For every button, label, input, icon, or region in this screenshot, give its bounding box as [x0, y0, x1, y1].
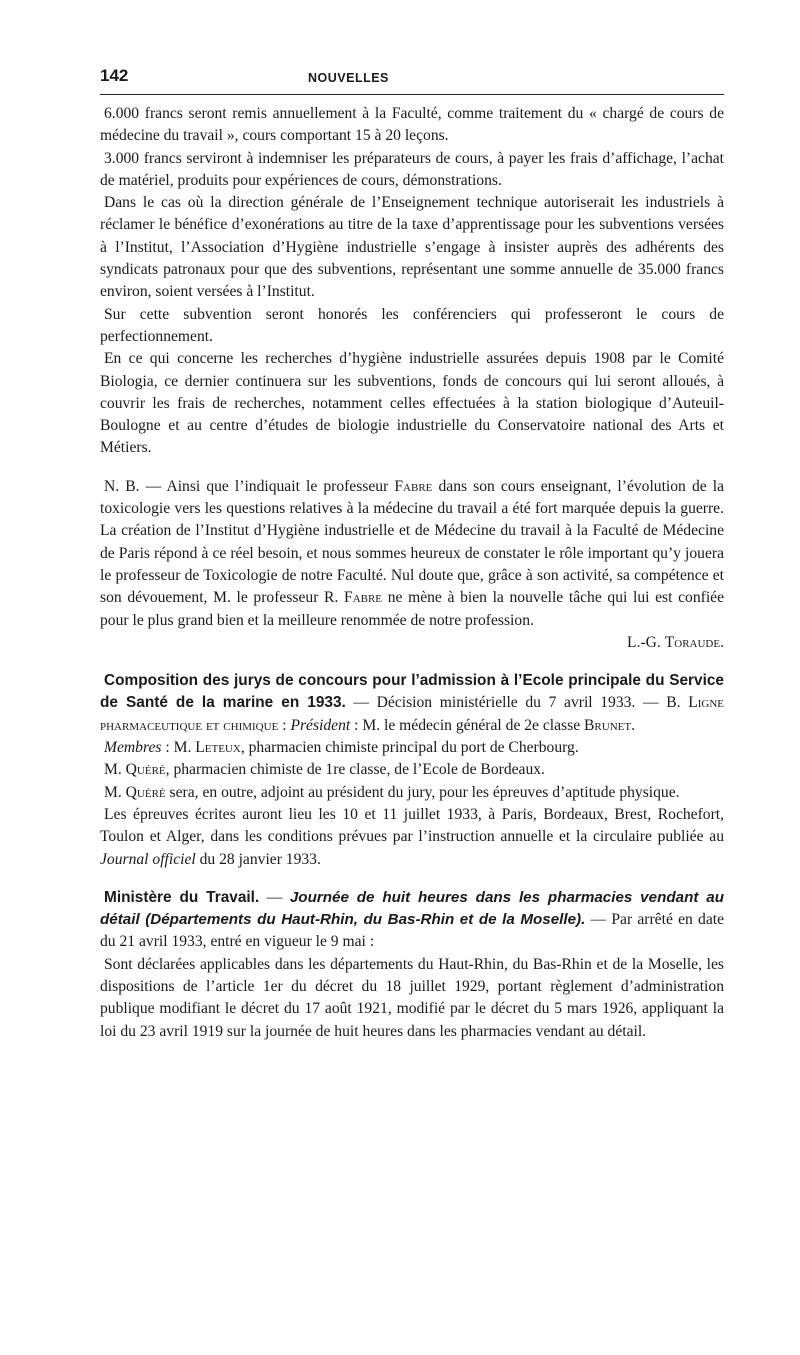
- colon: :: [278, 716, 291, 734]
- m-prefix: M.: [104, 761, 126, 779]
- ligne-label: Ligne pharmaceutique et chimique: [100, 694, 724, 734]
- membres-text: , pharmacien chimiste principal du port de Cherbourg.: [240, 739, 579, 757]
- section-heading: Ministère du Travail.: [104, 888, 260, 906]
- nb-text: ne mène à bien la nouvelle tâche qui lui est confiée pour le plus grand bien et la meilleure renommée de notre profession.: [100, 589, 724, 629]
- journal-title: Journal officiel: [100, 850, 196, 868]
- page: [100, 58, 724, 1043]
- nb-text: dans son cours enseignant, l’évolution de la toxicologie vers les questions relatives à la médecine du travail a été fort marquée depuis la guerre. La création de l’Institut d’Hygiène industrielle et de Médecine du travail à la Faculté de Médecine de Paris répond à ce réel besoin, et nous sommes heureux de constater le rôle important qu’y jouera le professeur de Toxicologie de notre Faculté. Nul doute que, grâce à son activité, sa compétence et son dévouement, M. le professeur R.: [100, 477, 725, 607]
- president-text: : M. le médecin général de 2e classe: [350, 716, 585, 734]
- president-label: Président: [290, 716, 351, 734]
- adjoint-text: sera, en outre, adjoint au président du jury, pour les épreuves d’aptitude physique.: [165, 783, 680, 801]
- section-subheading: Journée de huit heures dans les pharmacies vendant au détail (Départements du Haut-Rhin, du Bas-Rhin et de la Moselle).: [100, 888, 724, 929]
- article-body: [100, 103, 724, 1043]
- page-number: 142: [100, 66, 129, 85]
- signature-name: Toraude.: [664, 633, 724, 651]
- running-title: NOUVELLES: [308, 71, 389, 85]
- membre-paragraph: [100, 759, 724, 781]
- page-header: [100, 58, 724, 95]
- nb-text: N. B. — Ainsi que l’indiquait le professeur: [104, 477, 395, 495]
- author-name: Fabre: [344, 589, 383, 607]
- epreuves-text: Les épreuves écrites auront lieu les 10 et 11 juillet 1933, à Paris, Bordeaux, Brest, Rochefort, Toulon et Alger, dans les conditions prévues par l’instruction annuelle et la circulaire publiée au: [100, 805, 724, 846]
- ministere-paragraph: [100, 887, 724, 954]
- member-name: Leteux: [195, 739, 241, 757]
- nb-paragraph: [100, 476, 724, 632]
- adjoint-paragraph: [100, 782, 724, 804]
- epreuves-paragraph: [100, 804, 724, 871]
- paragraph: 3.000 francs serviront à indemniser les préparateurs de cours, à payer les frais d’affichage, l’achat de matériel, produits pour expériences de cours, démonstrations.: [100, 149, 724, 189]
- president-name: Brunet.: [584, 716, 635, 734]
- paragraph: 6.000 francs seront remis annuellement à la Faculté, comme traitement du « chargé de cours de médecine du travail », cours comportant 15 à 20 leçons.: [100, 105, 724, 145]
- membres-text: : M.: [161, 739, 196, 757]
- arrete-text: — Par arrêté en date du 21 avril 1933, entré en vigueur le 9 mai :: [100, 911, 724, 951]
- paragraph: En ce qui concerne les recherches d’hygiène industrielle assurées depuis 1908 par le Comité Biologia, ce dernier continuera sur les subventions, fonds de concours qui lui seront alloués, à couvrir les frais de recherches, notamment celles effectuées à la station biologique d’Auteuil-Boulogne et au centre d’études de biologie industrielle du Conservatoire national des Arts et Métiers.: [100, 350, 724, 457]
- section-heading: Composition des jurys de concours pour l’admission à l’Ecole principale du Service de Santé de la marine en 1933.: [100, 672, 724, 712]
- signature-initials: L.-G.: [627, 633, 665, 651]
- m-prefix: M.: [104, 783, 126, 801]
- member-name: Quéré: [125, 761, 166, 779]
- membres-label: Membres: [104, 739, 162, 757]
- member-name: Quéré: [125, 783, 166, 801]
- membres-paragraph: [100, 737, 724, 759]
- dash: —: [259, 888, 290, 906]
- decision-text: — Décision ministérielle du 7 avril 1933. — B.: [345, 694, 689, 712]
- paragraph: Sont déclarées applicables dans les départements du Haut-Rhin, du Bas-Rhin et de la Moselle, les dispositions de l’article 1er du décret du 18 juillet 1929, portant règlement d’administration publique modifiant le décret du 17 août 1921, modifié par le décret du 5 mars 1926, appliquant la loi du 23 avril 1919 sur la journée de huit heures dans les pharmacies vendant au détail.: [100, 955, 724, 1040]
- epreuves-text: du 28 janvier 1933.: [195, 850, 321, 868]
- paragraph: Dans le cas où la direction générale de l’Enseignement technique autoriserait les industriels à réclamer le bénéfice d’exonérations au titre de la taxe d’apprentissage pour les subventions versées à l’Institut, l’Association d’Hygiène industrielle s’engage à insister auprès des adhérents des syndicats patronaux pour que des subventions, représentant une somme annuelle de 35.000 francs environ, soient versées à l’Institut.: [100, 194, 724, 301]
- paragraph: Sur cette subvention seront honorés les conférenciers qui professeront le cours de perfectionnement.: [100, 305, 724, 345]
- membre-text: , pharmacien chimiste de 1re classe, de l’Ecole de Bordeaux.: [165, 761, 545, 779]
- signature: [100, 632, 724, 654]
- author-name: Fabre: [394, 477, 433, 495]
- jury-paragraph: [100, 670, 724, 737]
